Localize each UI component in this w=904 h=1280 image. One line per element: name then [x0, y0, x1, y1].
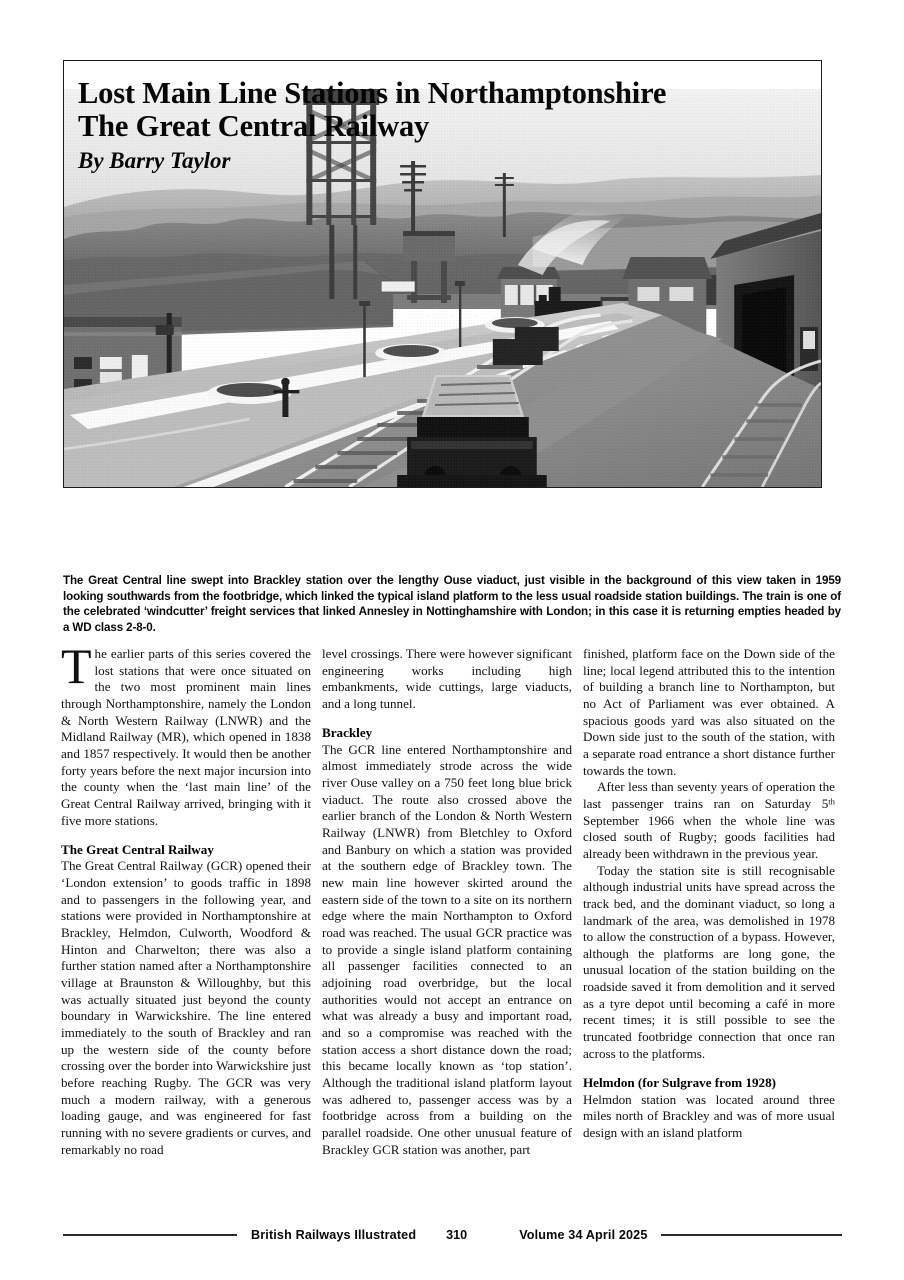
- paragraph-gcr-opening: The Great Central Railway (GCR) opened their ‘London extension’ to goods traffic in 1898 and to passengers in the following year, and stations were provided in Northamptonshire at Brackley, Helmdon, Culworth, Woodford & Hinton and Charwelton; there was also a further station named after a Northamptonshire village at Braunston & Willoughby, but this was actually situated just beyond the county boundary in Warwickshire. The line entered immediately to the south of Brackley and ran up the western side of the county before crossing over the border into Warwickshire just before reaching Rugby. The GCR was very much a modern railway, with a generous loading gauge, and was engineered for fast running with no severe gradients or curves, and remarkably no road: [61, 858, 311, 1157]
- footer-rule-right: [661, 1234, 842, 1236]
- paragraph-brackley: The GCR line entered Northamptonshire and almost immediately strode across the wide river Ouse valley on a 750 feet long blue brick viaduct. The route also crossed above the earlier branch of the London & North Western Railway (LNWR) from Bletchley to Oxford and Banbury on which a station was provided at the southern edge of Brackley town. The new main line however skirted around the eastern side of the town to a site on its northern edge where the main Northampton to Oxford road was reached. The usual GCR practice was to provide a single island platform containing all passenger facilities connected to an adjoining road overbridge, but the local authorities would not accept an entrance on what was already a busy and important road, and so a compromise was reached with the station access a short distance down the road; this became locally known as ‘top station’. Although the traditional island platform layout was adhered to, passenger access was by a footbridge across from a building on the parallel roadside. One other unusual feature of Brackley GCR station was another, part: [322, 741, 572, 1157]
- paragraph-intro-text: he earlier parts of this series covered the lost stations that were once situated on the two most prominent main lines through Northamptonshire, namely the London & North Western Railway (LNWR) and the Midland Railway (MR), which opened in 1838 and 1857 respectively. It would then be another forty years before the next major incursion into the county when the ‘last main line’ of the Great Central Railway arrived, bringing with it five more stations.: [61, 646, 311, 828]
- article-body: [61, 646, 841, 1206]
- photograph-svg: [64, 89, 821, 487]
- closure-text-start: After less than seventy years of operation the last passenger trains ran on Saturday 5: [583, 779, 835, 811]
- text-column-3: [583, 646, 835, 1206]
- footer-publication-title: British Railways Illustrated: [251, 1228, 417, 1242]
- subheading-great-central-railway: The Great Central Railway: [61, 841, 214, 857]
- paragraph-helmdon: Helmdon station was located around three miles north of Brackley and was of more usual design with an island platform: [583, 1091, 835, 1140]
- paragraph-today: Today the station site is still recognisable although industrial units have spread across the track bed, and the dominant viaduct, so long a landmark of the area, was demolished in 1978 to allow the construction of a bypass. However, although the platforms are long gone, the unusual location of the station building on the roadside saved it from demolition and it served as a tyre depot until becoming a café in more recent times; it is still possible to see the truncated footbridge connection that once ran across to the platforms.: [583, 862, 835, 1061]
- page-title-line-1: Lost Main Line Stations in Northamptonshire: [78, 76, 667, 110]
- subheading-helmdon: Helmdon (for Sulgrave from 1928): [583, 1074, 776, 1090]
- text-column-2: [322, 646, 572, 1206]
- author-byline: By Barry Taylor: [78, 148, 231, 174]
- header-photo-box: [63, 60, 822, 488]
- paragraph-level-crossings: level crossings. There were however significant engineering works including high embankments, wide cuttings, large viaducts, and a long tunnel.: [322, 646, 572, 711]
- footer-rule-left: [63, 1234, 237, 1236]
- station-photograph: [64, 89, 821, 487]
- footer-page-number: 310: [446, 1228, 468, 1242]
- paragraph-closure: [583, 779, 835, 862]
- text-column-1: [61, 646, 311, 1206]
- page-title-line-2: The Great Central Railway: [78, 108, 430, 143]
- subheading-brackley: Brackley: [322, 725, 373, 741]
- page-footer: [63, 1224, 842, 1246]
- paragraph-intro: [61, 646, 311, 829]
- paragraph-down-platform: finished, platform face on the Down side of the line; local legend attributed this to the intention of building a branch line to Northampton, but no Act of Parliament was ever obtained. A spacious goods yard was also situated on the Down side just to the south of the station, with a separate road entrance a short distance further towards the town.: [583, 646, 835, 778]
- ordinal-suffix: th: [828, 796, 835, 807]
- footer-volume-date: Volume 34 April 2025: [519, 1228, 648, 1242]
- photo-caption: The Great Central line swept into Brackley station over the lengthy Ouse viaduct, just visible in the background of this view taken in 1959 looking southwards from the footbridge, which linked the typical island platform to the less usual roadside station buildings. The train is one of the celebrated ‘windcutter’ freight services that linked Annesley in Nottinghamshire with London; in this case it is returning empties headed by a WD class 2-8-0.: [63, 574, 841, 635]
- closure-text-end: September 1966 when the whole line was closed south of Rugby; goods facilities had already been withdrawn in the previous year.: [583, 812, 835, 861]
- drop-cap: T: [61, 646, 92, 694]
